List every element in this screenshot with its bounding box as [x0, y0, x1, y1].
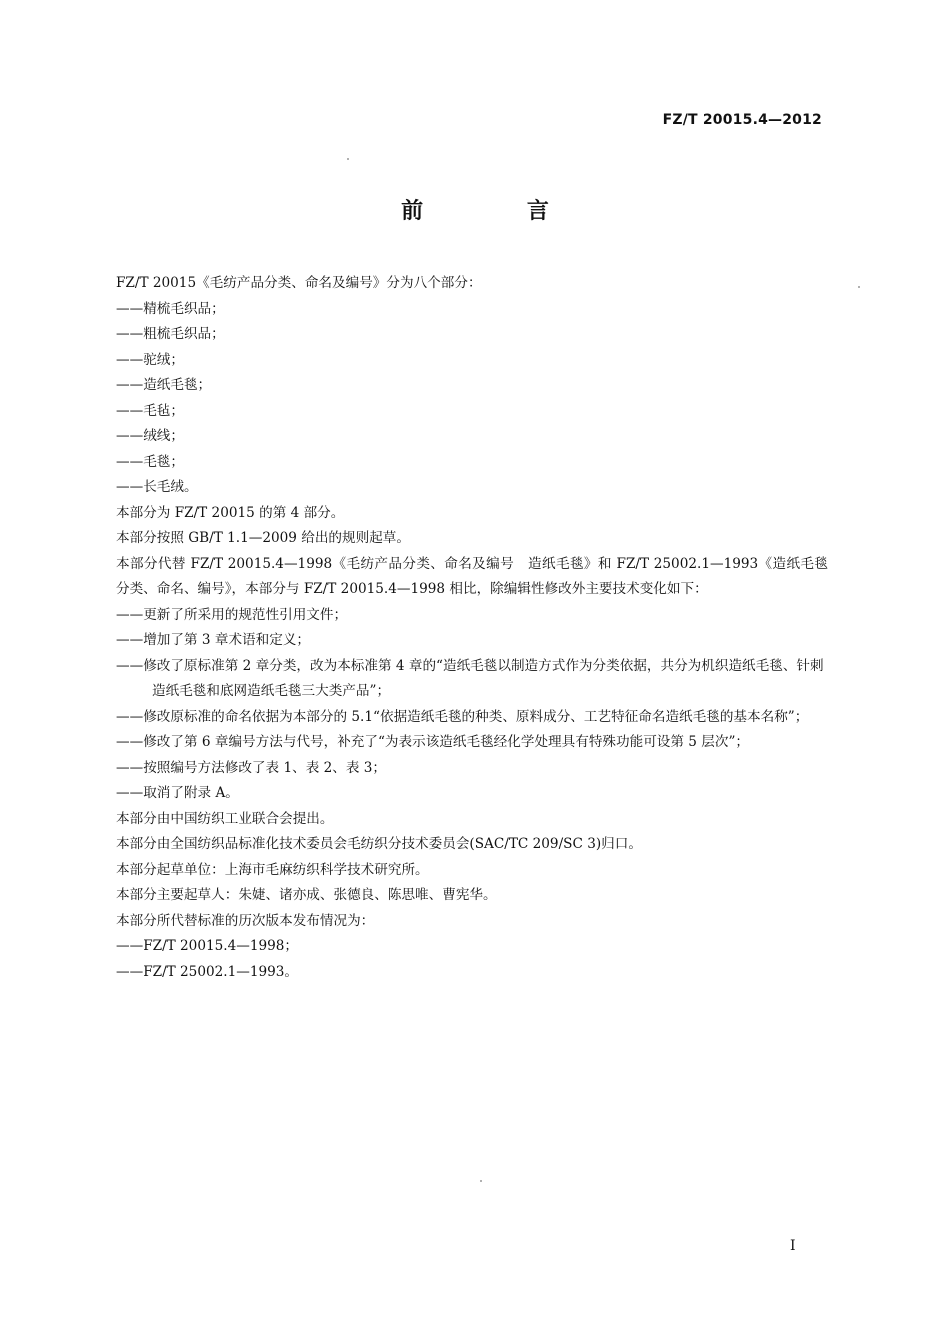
- page-number: I: [790, 1238, 796, 1254]
- change-item: ——修改了原标准第 2 章分类，改为本标准第 4 章的“造纸毛毯以制造方式作为分类依据，共分为机织造纸毛毯、针刺造纸毛毯和底网造纸毛毯三大类产品”；: [116, 657, 824, 699]
- proposer-statement: 本部分由中国纺织工业联合会提出。: [116, 810, 334, 827]
- change-item: ——修改原标准的命名依据为本部分的 5.1“依据造纸毛毯的种类、原料成分、工艺特征命名造纸毛毯的基本名称”；: [116, 708, 809, 725]
- management-statement: 本部分由全国纺织品标准化技术委员会毛纺织分技术委员会(SAC/TC 209/SC 3)归口。: [116, 836, 642, 852]
- part-item: ——驼绒；: [116, 351, 184, 368]
- history-statement: 本部分所代替标准的历次版本发布情况为：: [116, 912, 375, 929]
- change-item: ——按照编号方法修改了表 1、表 2、表 3；: [116, 759, 387, 776]
- drafters-statement: 本部分主要起草人：朱婕、诸亦成、张德良、陈思唯、曹宪华。: [116, 887, 497, 903]
- part-item: ——造纸毛毯；: [116, 377, 212, 393]
- change-item: ——更新了所采用的规范性引用文件；: [116, 606, 348, 623]
- history-item: ——FZ/T 25002.1—1993。: [116, 963, 299, 980]
- part-item: ——毛毯；: [116, 453, 184, 470]
- change-item: ——修改了第 6 章编号方法与代号，补充了“为表示该造纸毛毯经化学处理具有特殊功能可设第 5 层次”；: [116, 734, 750, 750]
- history-item: ——FZ/T 20015.4—1998；: [116, 938, 299, 954]
- part-statement: 本部分为 FZ/T 20015 的第 4 部分。: [116, 504, 345, 521]
- part-item: ——精梳毛织品；: [116, 300, 225, 317]
- scan-speck: [858, 286, 860, 288]
- foreword-body: [116, 271, 828, 985]
- drafting-rules-statement: 本部分按照 GB/T 1.1—2009 给出的规则起草。: [116, 530, 410, 546]
- change-item: ——增加了第 3 章术语和定义；: [116, 632, 311, 648]
- scan-speck: [480, 1180, 482, 1182]
- document-code: FZ/T 20015.4—2012: [662, 112, 822, 128]
- scan-speck: [347, 158, 349, 160]
- drafting-unit-statement: 本部分起草单位：上海市毛麻纺织科学技术研究所。: [116, 861, 429, 878]
- replacement-statement: 本部分代替 FZ/T 20015.4—1998《毛纺产品分类、命名及编号 造纸毛毯》和 FZ/T 25002.1—1993《造纸毛毯分类、命名、编号》，本部分与 FZ/T 20015.4—1998 相比，除编辑性修改外主要技术变化如下：: [116, 555, 828, 597]
- part-item: ——粗梳毛织品；: [116, 326, 225, 342]
- intro-paragraph: FZ/T 20015《毛纺产品分类、命名及编号》分为八个部分：: [116, 275, 482, 291]
- page-title: 前 言: [401, 199, 597, 224]
- part-item: ——绒线；: [116, 428, 184, 444]
- part-item: ——长毛绒。: [116, 479, 198, 495]
- change-item: ——取消了附录 A。: [116, 785, 239, 801]
- part-item: ——毛毡；: [116, 402, 184, 419]
